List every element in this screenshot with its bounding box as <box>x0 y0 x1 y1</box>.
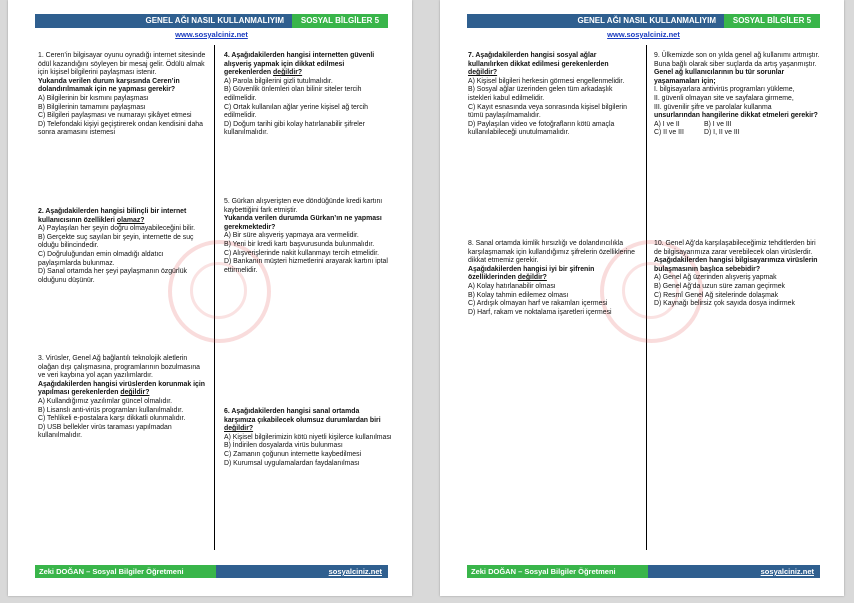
option-d: D) Doğum tarihi gibi kolay hatırlanabilir şifreler kullanılmalıdır. <box>224 120 365 137</box>
negative-keyword: değildir? <box>120 389 150 397</box>
option-a: A) I ve II <box>654 120 680 128</box>
option-c: C) Ortak kullanılan ağlar yerine kişisel ağ tercih edilmelidir. <box>224 103 368 120</box>
negative-keyword: değildir? <box>468 69 498 77</box>
option-b: B) Gerçekte suç sayılan bir şeyin, internette de suç olduğu bilincindedir. <box>38 233 194 250</box>
negative-keyword: değildir? <box>224 425 254 433</box>
option-d: D) Sanal ortamda her şeyi paylaşmanın özgürlük olduğunu düşünür. <box>38 268 187 284</box>
option-a: A) Bilgilerinin bir kısmını paylaşması <box>38 94 149 102</box>
option-a: A) Kullandığımız yazılımlar güncel olmalıdır. <box>38 397 173 405</box>
option-c: C) II ve III <box>654 129 684 137</box>
page-header <box>467 14 820 28</box>
option-a: A) Parola bilgilerini gizli tutulmalıdır. <box>224 77 333 85</box>
question-stem: 4. Aşağıdakilerden hangisi internetten güvenli alışveriş yapmak için dikkat edilmesi gerekenlerden <box>224 52 375 77</box>
option-b: B) Yeni bir kredi kartı başvurusunda bulunmalıdır. <box>224 240 375 248</box>
option-b: B) Genel Ağ’da uzun süre zaman geçirmek <box>654 282 785 290</box>
question-stem: 2. Aşağıdakilerden hangisi bilinçli bir internet kullanıcısının özellikleri <box>38 208 187 224</box>
question-8 <box>468 240 636 317</box>
question-10 <box>654 240 822 309</box>
page-header <box>35 14 388 28</box>
question-text: 8. Sanal ortamda kimlik hırsızlığı ve dolandırıcılıkla karşılaşmamak için kullandığımız şifrelerin özelliklerine dikkat etmemiz gerekir. <box>468 240 635 265</box>
option-c: C) Doğruluğundan emin olmadığı aldatıcı paylaşımlarda bulunmaz. <box>38 250 164 267</box>
option-b: B) Lisanslı anti-virüs programları kullanılmalıdır. <box>38 406 184 414</box>
option-b: B) Kolay tahmin edilemez olması <box>468 291 569 299</box>
option-a: A) Genel Ağ üzerinden alışveriş yapmak <box>654 274 777 282</box>
question-2 <box>38 208 206 285</box>
worksheet-page-2 <box>440 0 844 596</box>
statement-ii: II. güvenli olmayan site ve sayfalara girmeme, <box>654 94 794 102</box>
negative-keyword: değildir? <box>517 274 547 282</box>
question-text: 9. Ülkemizde son on yılda genel ağ kullanımı artmıştır. Buna bağlı olarak siber suçlarda da artış yaşanmıştır. <box>654 52 820 68</box>
footer-site-link[interactable]: sosyalciniz.net <box>216 565 388 578</box>
question-stem: Genel ağ kullanıcılarının bu tür sorunlar yaşamamaları için; <box>654 69 785 85</box>
option-b: B) I ve III <box>704 120 732 128</box>
footer-teacher: Zeki DOĞAN – Sosyal Bilgiler Öğretmeni <box>35 565 216 578</box>
option-c: C) Kayıt esnasında veya sonrasında kişisel bilgilerin tümü paylaşılmamalıdır. <box>468 103 627 120</box>
option-d: D) I, II ve III <box>704 129 740 137</box>
option-b: B) Bilgilerinin tamamını paylaşması <box>38 103 146 111</box>
header-site-link[interactable]: www.sosyalciniz.net <box>175 30 248 39</box>
question-text: 1. Ceren’in bilgisayar oyunu oynadığı internet sitesinde ödül kazandığını söyleyen bir mesaj gelir. Ödülü almak için kişisel bilgilerini paylaşması istenir. <box>38 52 206 77</box>
question-stem: 7. Aşağıdakilerden hangisi sosyal ağlar kullanılırken dikkat edilmesi gerekenlerden <box>468 52 609 68</box>
header-title: GENEL AĞI NASIL KULLANMALIYIM <box>467 14 724 28</box>
header-site-link[interactable]: www.sosyalciniz.net <box>607 30 680 39</box>
question-stem: Aşağıdakilerden hangisi virüslerden korunmak için yapılması gerekenlerden <box>38 380 205 397</box>
option-d: D) Paylaşılan video ve fotoğrafların kötü amaçla kullanılabileceği unutulmamalıdır. <box>468 120 615 137</box>
statement-i: I. bilgisayarlara antivirüs programları yükleme, <box>654 86 795 94</box>
question-stem-2: unsurlarından hangilerine dikkat etmeleri gerekir? <box>654 112 818 120</box>
option-a: A) Paylaşılan her şeyin doğru olmayabileceğini bilir. <box>38 225 196 233</box>
option-b: B) Güvenlik önlemleri olan bilinir siteler tercih edilmelidir. <box>224 86 362 102</box>
negative-keyword: değildir? <box>273 69 303 77</box>
option-d: D) USB bellekler virüs taraması yapılmadan kullanılmalıdır. <box>38 423 172 440</box>
option-c: C) Alışverişlerinde nakit kullanmayı tercih etmelidir. <box>224 249 380 257</box>
option-a: A) Kişisel bilgilerimizin kötü niyetli kişilerce kullanılması <box>224 433 392 441</box>
worksheet-page-1 <box>8 0 412 596</box>
option-c: C) Zamanın çoğunun internette kaybedilmesi <box>224 450 362 458</box>
option-a: A) Kolay hatırlanabilir olması <box>468 282 556 290</box>
question-5 <box>224 198 392 275</box>
page-footer <box>35 565 388 578</box>
footer-site-link[interactable]: sosyalciniz.net <box>648 565 820 578</box>
header-subject: SOSYAL BİLGİLER 5 <box>292 14 388 28</box>
option-d: D) Harf, rakam ve noktalama işaretleri içermesi <box>468 308 612 316</box>
statement-iii: III. güvenilir şifre ve parolalar kullanma <box>654 103 772 111</box>
question-stem: Aşağıdakilerden hangisi bilgisayarımıza virüslerin bulaşmasının başlıca sebebidir? <box>654 257 818 273</box>
question-stem: 6. Aşağıdakilerden hangisi sanal ortamda karşımıza çıkabilecek olumsuz durumlardan biri <box>224 408 381 424</box>
options-grid <box>654 121 822 138</box>
option-c: C) Bilgileri paylaşması ve numarayı şikâyet etmesi <box>38 112 192 120</box>
question-9 <box>654 52 822 138</box>
question-1 <box>38 52 206 138</box>
header-title: GENEL AĞI NASIL KULLANMALIYIM <box>35 14 292 28</box>
question-text: 3. Virüsler, Genel Ağ bağlantılı teknolojik aletlerin olağan dışı çalışmasına, programlarının bozulmasına ve veri kaybına yol açan yazılımlardır. <box>38 355 201 380</box>
option-d: D) Kaynağı belirsiz çok sayıda dosya indirmek <box>654 300 795 308</box>
question-text: 5. Gürkan alışverişten eve döndüğünde kredi kartını kaybettiğini fark etmiştir. <box>224 198 383 214</box>
question-text: 10. Genel Ağ’da karşılaşabileceğimiz tehditlerden biri de bilgisayarımıza zarar verebilecek olan virüslerdir. <box>654 240 816 256</box>
header-subject: SOSYAL BİLGİLER 5 <box>724 14 820 28</box>
option-d: D) Bankanın müşteri hizmetlerini arayarak kartını iptal ettirmelidir. <box>224 258 388 274</box>
page-footer <box>467 565 820 578</box>
question-3 <box>38 355 206 441</box>
option-a: A) Bir süre alışveriş yapmaya ara vermelidir. <box>224 232 359 240</box>
footer-teacher: Zeki DOĞAN – Sosyal Bilgiler Öğretmeni <box>467 565 648 578</box>
question-stem: Yukarıda verilen durum karşısında Ceren’in dolandırılmamak için ne yapması gerekir? <box>38 77 180 94</box>
option-d: D) Telefondaki kişiyi geçiştirerek ondan kendisini daha sonra aramasını istemesi <box>38 120 203 137</box>
question-4 <box>224 52 392 138</box>
option-b: B) Sosyal ağlar üzerinden gelen tüm arkadaşlık istekleri kabul edilmelidir. <box>468 86 613 102</box>
question-stem: Yukarıda verilen durumda Gürkan’ın ne yapması gerekmektedir? <box>224 215 382 231</box>
option-b: B) İndirilen dosyalarda virüs bulunması <box>224 442 343 450</box>
option-d: D) Kurumsal uygulamalardan faydalanılması <box>224 459 360 467</box>
option-a: A) Kişisel bilgileri herkesin görmesi engellenmelidir. <box>468 77 625 85</box>
option-c: C) Resmî Genel Ağ sitelerinde dolaşmak <box>654 291 779 299</box>
negative-keyword: olamaz? <box>116 216 145 224</box>
question-6 <box>224 408 392 468</box>
option-c: C) Ardışık olmayan harf ve rakamları içermesi <box>468 300 608 308</box>
option-c: C) Tehlikeli e-postalara karşı dikkatli olunmalıdır. <box>38 415 186 423</box>
question-7 <box>468 52 636 138</box>
question-stem: Aşağıdakilerden hangisi iyi bir şifrenin özelliklerinden <box>468 265 595 282</box>
